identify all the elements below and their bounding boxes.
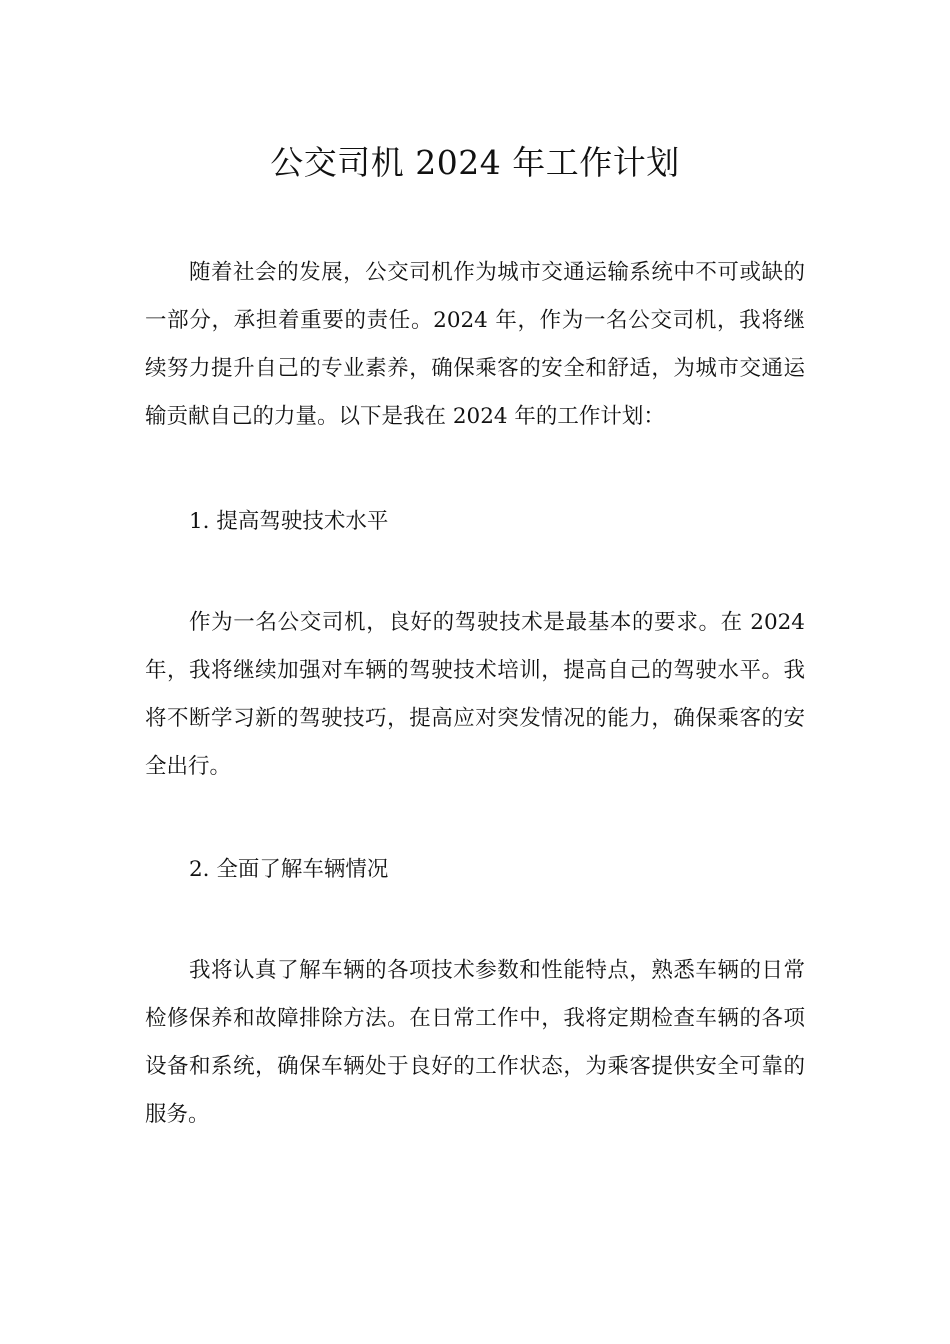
document-title: 公交司机 2024 年工作计划 [270,143,680,182]
section-body-1: 作为一名公交司机，良好的驾驶技术是最基本的要求。在 2024 年，我将继续加强对车辆的驾驶技术培训，提高自己的驾驶水平。我将不断学习新的驾驶技巧，提高应对突发情况的能力，确保乘客的安全出行。 [145,610,805,779]
section-heading-2: 2. 全面了解车辆情况 [189,857,389,882]
section-heading-1: 1. 提高驾驶技术水平 [189,509,389,534]
section-body-2: 我将认真了解车辆的各项技术参数和性能特点，熟悉车辆的日常检修保养和故障排除方法。在日常工作中，我将定期检查车辆的各项设备和系统，确保车辆处于良好的工作状态，为乘客提供安全可靠的服务。 [145,958,805,1127]
intro-paragraph: 随着社会的发展，公交司机作为城市交通运输系统中不可或缺的一部分，承担着重要的责任。2024 年，作为一名公交司机，我将继续努力提升自己的专业素养，确保乘客的安全和舒适，为城市交通运输贡献自己的力量。以下是我在 2024 年的工作计划： [145,260,805,429]
